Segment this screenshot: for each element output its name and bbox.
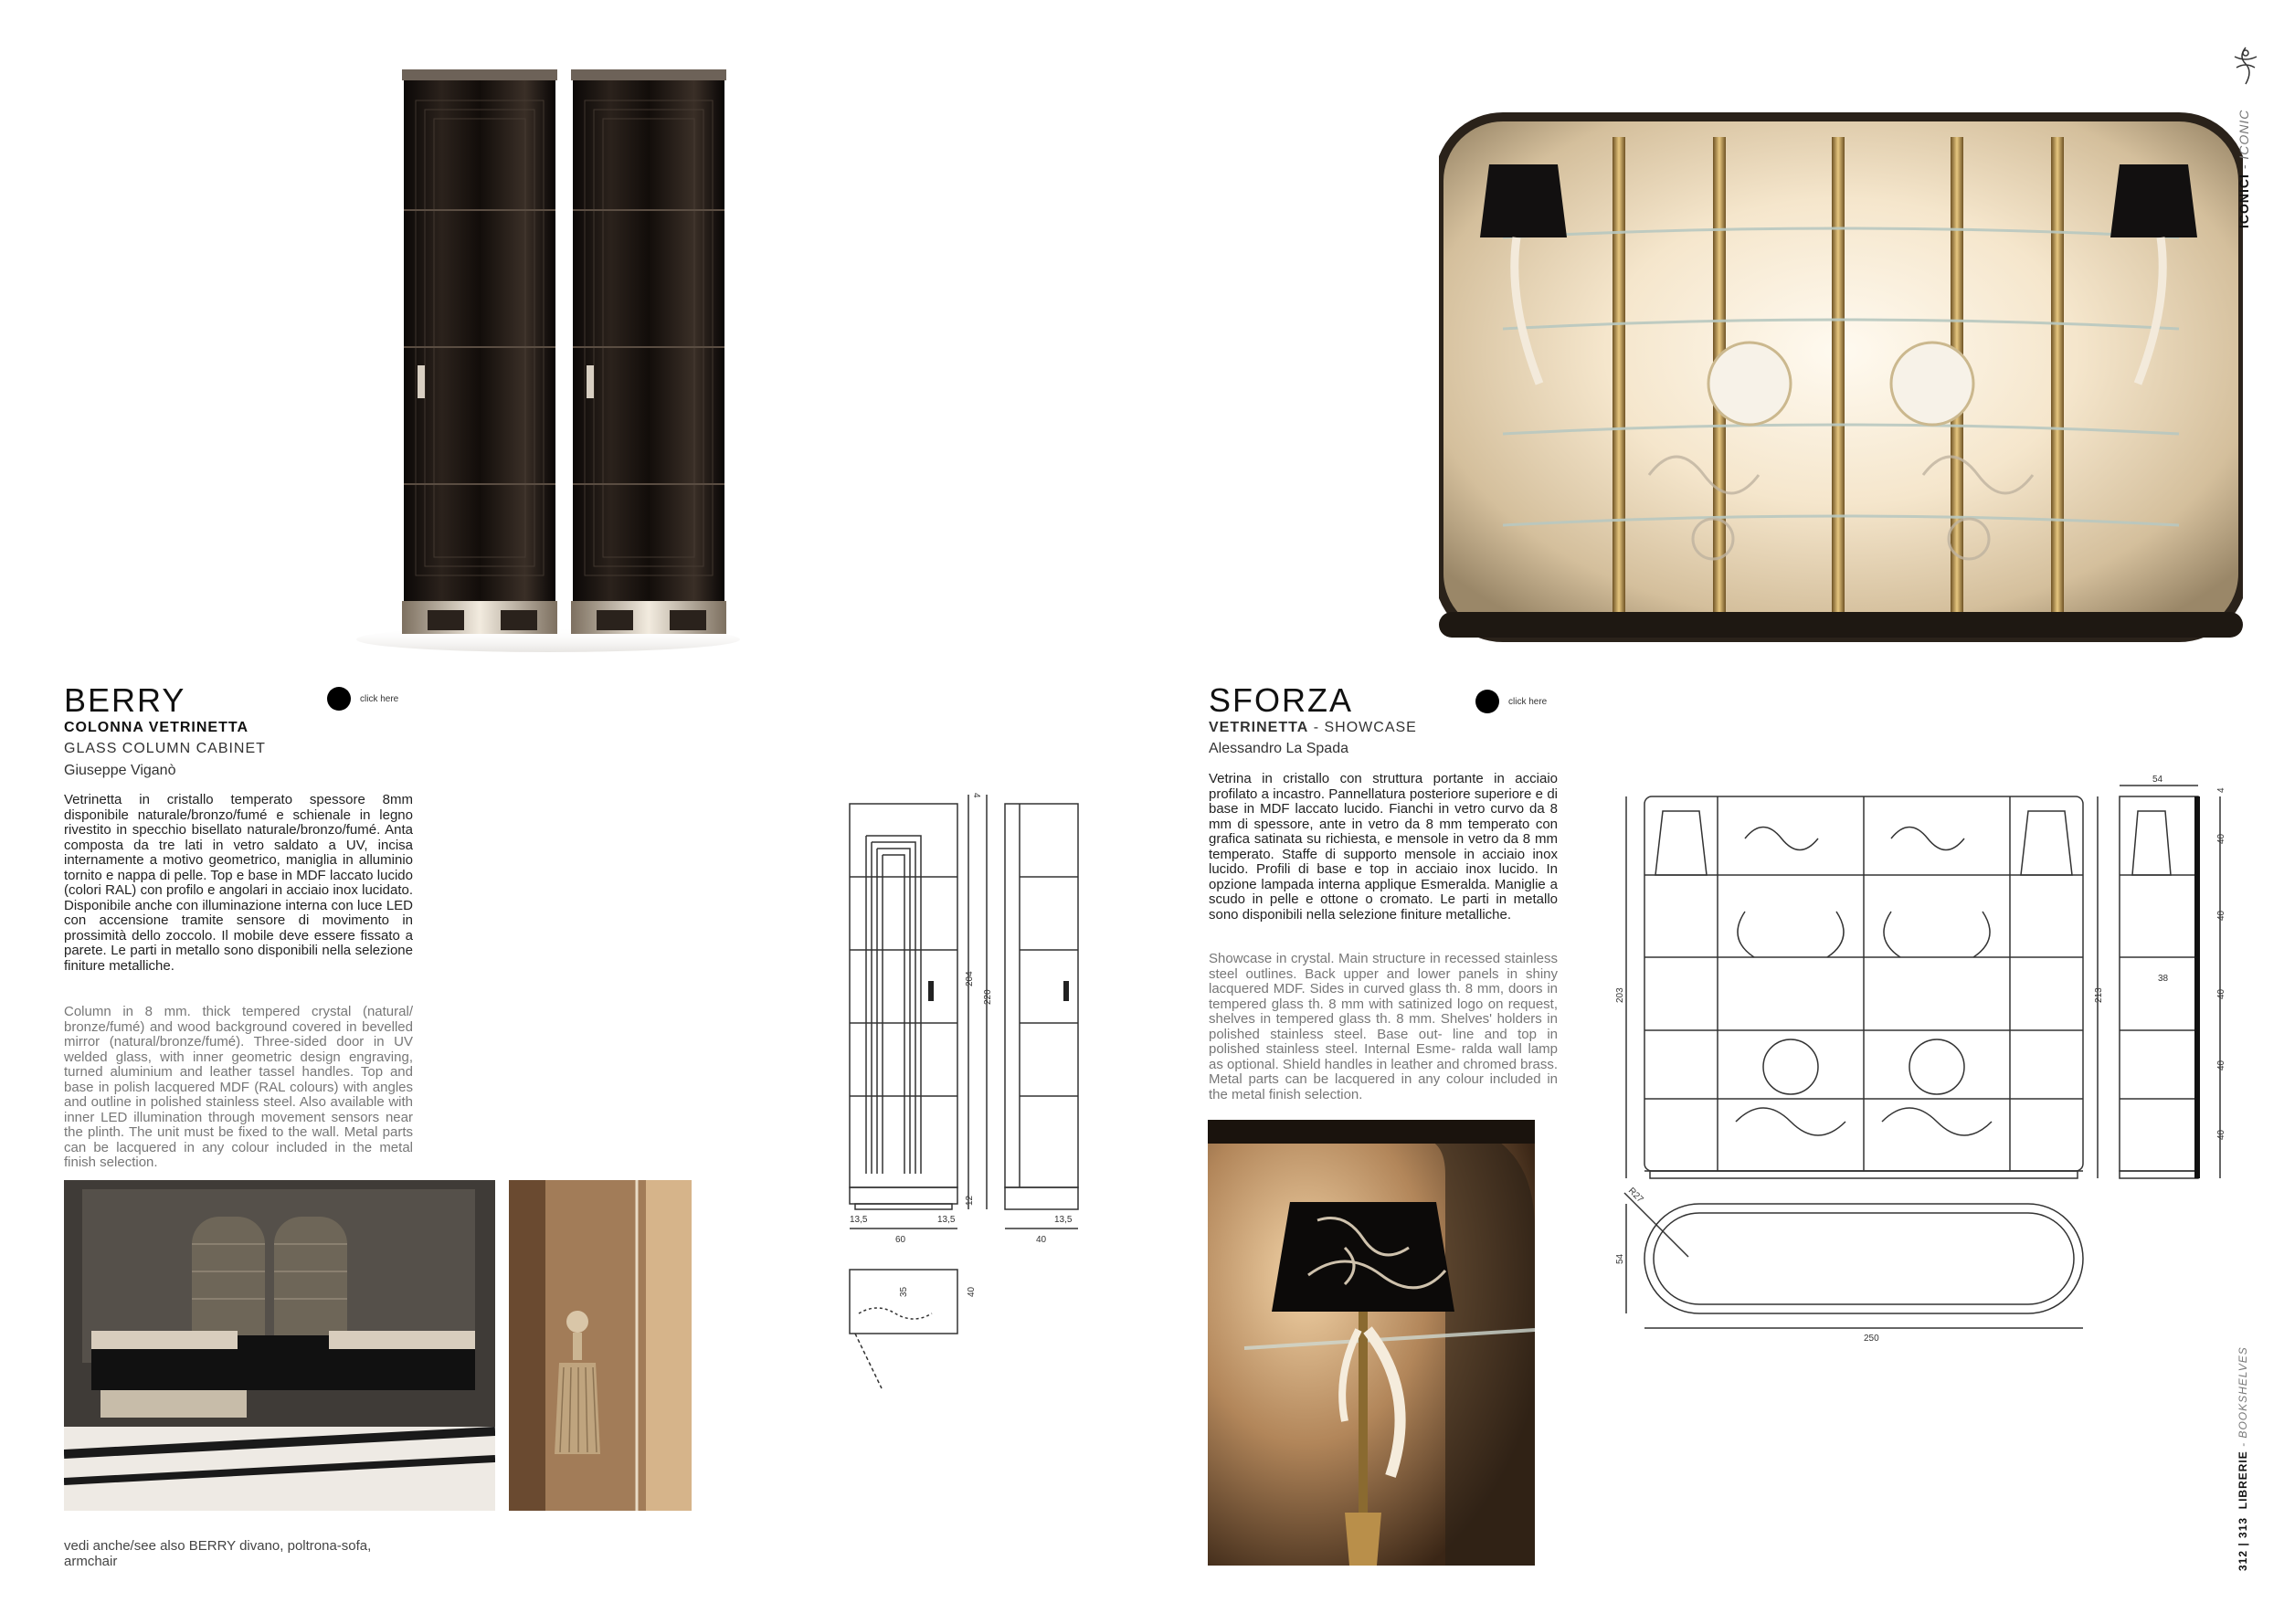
- sforza-dim-plan-radius: R27: [1625, 1186, 1645, 1206]
- berry-dim-h-mid: 204: [965, 971, 975, 986]
- berry-designer: Giuseppe Viganò: [64, 763, 176, 778]
- sforza-subtitle-it: VETRINETTA: [1209, 720, 1309, 735]
- category-label-sep: -: [2236, 1438, 2249, 1451]
- berry-click-here-button[interactable]: [327, 687, 398, 711]
- sforza-subtitle-sep: -: [1308, 720, 1325, 735]
- sforza-title: SFORZA: [1209, 681, 1354, 719]
- berry-dim-h-total: 220: [983, 989, 993, 1005]
- category-label-en: BOOKSHELVES: [2236, 1346, 2249, 1439]
- sforza-dim-shelf5: 40: [2216, 1129, 2226, 1140]
- berry-click-label: click here: [360, 693, 399, 704]
- berry-dim-w-left: 13,5: [850, 1215, 868, 1225]
- sforza-designer: Alessandro La Spada: [1209, 741, 1348, 756]
- berry-dim-w-right: 13,5: [937, 1215, 956, 1225]
- berry-dim-h-base: 12: [965, 1195, 975, 1206]
- sforza-dim-plan-depth: 54: [1615, 1253, 1625, 1264]
- berry-description-en: Column in 8 mm. thick tempered crystal (natural/ bronze/fumé) and wood background covered in bevelled mirror (natural/bronze/fumé). Three-sided door in UV welded glass, with inner geometric design engraving, turned aluminium and leather tassel handles. Top and base in polish lacquered MDF (RAL colours) with angles and outline in polished stainless steel. Also available with inner LED illumination through movement sensors near the plinth. The unit must be fixed to the wall. Metal parts can be lacquered in any colour included in the metal finish selection.: [64, 1004, 413, 1170]
- berry-technical-drawing: [841, 786, 1096, 1407]
- section-label-it: ICONICI: [2236, 174, 2251, 228]
- berry-dim-h-top: 4: [971, 793, 981, 798]
- click-dot-icon: [327, 687, 351, 711]
- section-label: [2236, 100, 2251, 228]
- sforza-click-here-button[interactable]: [1475, 690, 1547, 713]
- berry-subtitle-it: COLONNA VETRINETTA: [64, 720, 248, 735]
- sforza-dim-shelf4: 40: [2216, 1060, 2226, 1070]
- berry-title: BERRY: [64, 681, 186, 719]
- sforza-description-it: Vetrina in cristallo con struttura portante in acciaio profilato a incastro. Pannellatura posteriore superiore e di base in MDF laccato lucido. Fianchi in vetro curvo da 8 mm di spessore, ante in vetro da 8 mm temperato con grafica satinata su richiesta, e mensole in vetro da 8 mm temperato. Staffe di supporto mensole in acciaio inox lucido. Profili di base e top in acciaio inox lucido. In opzione lampada interna applique Esmeralda. Maniglie a scudo in pelle e ottone o cromato. Le parti in metallo sono disponibili nella selezione finiture metalliche.: [1209, 771, 1558, 923]
- berry-see-also: vedi anche/see also BERRY divano, poltrona-sofa, armchair: [64, 1538, 372, 1569]
- berry-dim-side-total: 40: [1036, 1235, 1047, 1245]
- sforza-dim-h-total: 203: [1615, 987, 1625, 1003]
- page-numbers: 312 | 313: [2236, 1516, 2249, 1571]
- sforza-subtitle-en: SHOWCASE: [1324, 720, 1417, 735]
- sforza-subtitle: [1209, 720, 1417, 736]
- sforza-dim-side-top: 4: [2216, 787, 2226, 793]
- berry-tassel-photo: [509, 1180, 692, 1511]
- sforza-dim-shelf1: 40: [2216, 833, 2226, 844]
- berry-dim-plan-depth: 35: [899, 1286, 909, 1297]
- section-label-sep: -: [2236, 159, 2251, 174]
- berry-subtitle-en: GLASS COLUMN CABINET: [64, 741, 266, 756]
- berry-description-it: Vetrinetta in cristallo temperato spessore 8mm disponibile naturale/bronzo/fumé e schienale in legno rivestito in specchio bisellato naturale/bronzo/fumé. Anta composta da tre lati in vetro saldato a UV, incisa internamente a motivo geometrico, maniglia in alluminio tornito e nappa di pelle. Top e base in MDF laccato lucido (colori RAL) con profilo e angolari in acciaio inox lucidato. Disponibile anche con illuminazione interna con luce LED con accensione tramite sensore di movimento in prossimità dello zoccolo. Il mobile deve essere fissato a parete. Le parti in metallo sono disponibili nella selezione finiture metalliche.: [64, 792, 413, 974]
- brand-logo-icon: [2227, 44, 2264, 88]
- berry-dim-plan-total: 40: [967, 1286, 977, 1297]
- section-label-en: ICONIC: [2236, 109, 2251, 160]
- berry-dim-side-depth: 13,5: [1054, 1215, 1073, 1225]
- berry-room-photo: [64, 1180, 495, 1511]
- sforza-dim-side-h: 213: [2094, 987, 2104, 1003]
- sforza-dim-shelf2: 40: [2216, 910, 2226, 921]
- category-label-it: LIBRERIE: [2236, 1450, 2249, 1510]
- berry-dim-w-total: 60: [895, 1235, 906, 1245]
- sforza-dim-w-total: 250: [1864, 1334, 1879, 1341]
- sforza-technical-drawing: [1608, 775, 2247, 1341]
- sforza-dim-shelf3: 40: [2216, 988, 2226, 999]
- sforza-description-en: Showcase in crystal. Main structure in recessed stainless steel outlines. Back upper and lower panels in shiny lacquered MDF. Sides in curved glass th. 8 mm, doors in tempered glass th. 8 mm with satinized logo on request, shelves in tempered glass th. 8 mm. Shelves' holders in polished stainless steel. Base out- line and top in polished stainless steel. Internal Esme- ralda wall lamp as optional. Shield handles in leather and chromed brass. Metal parts can be lacquered in any colour included in the metal finish selection.: [1209, 951, 1558, 1102]
- category-label: [2236, 1346, 2249, 1571]
- sforza-dim-side-inner: 38: [2158, 974, 2169, 984]
- click-dot-icon: [1475, 690, 1499, 713]
- berry-product-photo: [329, 64, 767, 658]
- sforza-product-photo: [1439, 110, 2243, 649]
- sforza-click-label: click here: [1508, 696, 1548, 707]
- sforza-dim-side-depth: 54: [2152, 775, 2163, 785]
- sforza-detail-photo: [1208, 1120, 1535, 1566]
